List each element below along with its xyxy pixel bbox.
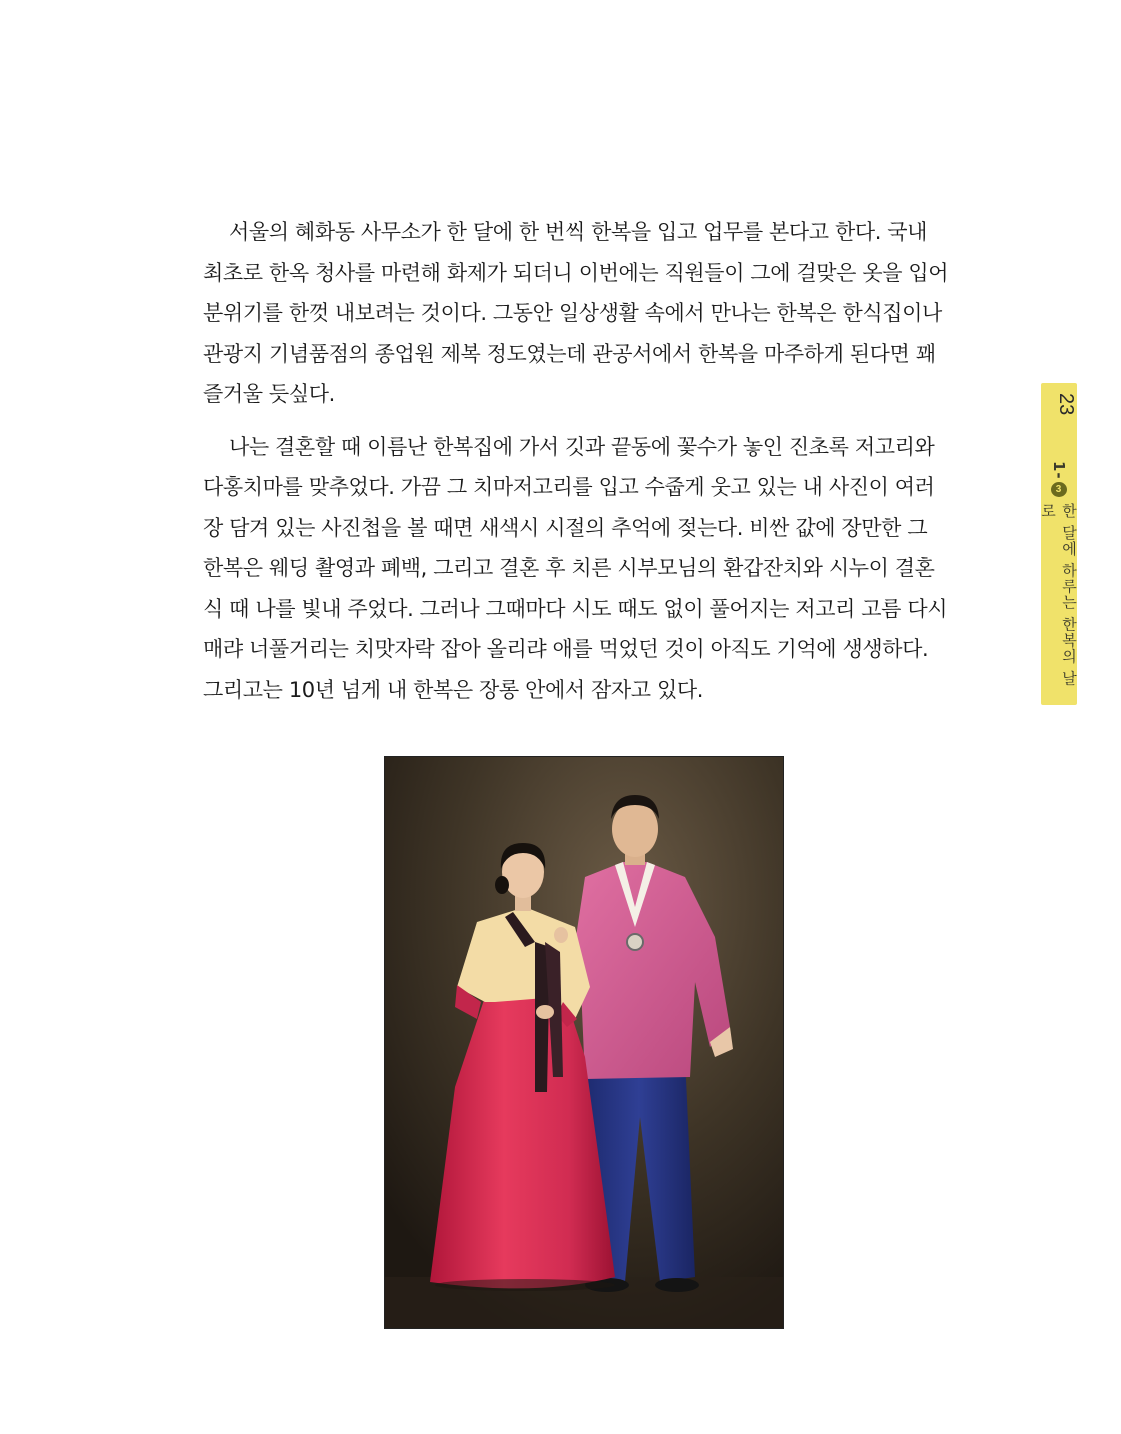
section-number: 3 [1055,483,1063,495]
text-line: 그리고는 10년 넘게 내 한복은 장롱 안에서 잠자고 있다. [203,677,704,702]
paragraph-2 [203,427,973,711]
text-line: 최초로 한옥 청사를 마련해 화제가 되더니 이번에는 직원들이 그에 걸맞은 옷을 입어 [203,260,949,285]
text-line: 매랴 너풀거리는 치맛자락 잡아 올리랴 애를 먹었던 것이 아직도 기억에 생생하다. [203,637,929,661]
chapter-number: 1- [1050,461,1068,480]
text-line: 다홍치마를 맞추었다. 가끔 그 치마저고리를 입고 수줍게 웃고 있는 내 사진이 여러 [203,475,935,499]
body-text [203,212,973,710]
section-number-badge [1051,482,1067,497]
paragraph-1 [203,212,973,415]
couple-in-hanbok-photo [385,757,783,1328]
chapter-title: 한 달에 하루는 한복의 날로 [1039,502,1078,686]
chapter-side-tab [1041,383,1077,705]
text-line: 관광지 기념품점의 종업원 제복 정도였는데 관공서에서 한복을 마주하게 된다면 꽤 [203,341,936,366]
text-line: 식 때 나를 빛내 주었다. 그러나 그때마다 시도 때도 없이 풀어지는 저고리 고름 다시 [203,596,948,621]
text-line: 장 담겨 있는 사진첩을 볼 때면 새색시 시절의 추억에 젖는다. 비싼 값에 장만한 그 [203,515,928,540]
text-line: 나는 결혼할 때 이름난 한복집에 가서 깃과 끝동에 꽃수가 놓인 진초록 저고리와 [229,434,935,459]
photo-illustration [385,757,783,1328]
text-line: 분위기를 한껏 내보려는 것이다. 그동안 일상생활 속에서 만나는 한복은 한식집이나 [203,301,942,325]
text-line: 서울의 혜화동 사무소가 한 달에 한 번씩 한복을 입고 업무를 본다고 한다. 국내 [229,220,928,244]
chapter-heading [1041,461,1077,691]
text-line: 한복은 웨딩 촬영과 폐백, 그리고 결혼 후 치른 시부모님의 환갑잔치와 시누이 결혼 [203,556,935,580]
page-number: 23 [1055,393,1077,416]
text-line: 즐거울 듯싶다. [203,382,335,406]
